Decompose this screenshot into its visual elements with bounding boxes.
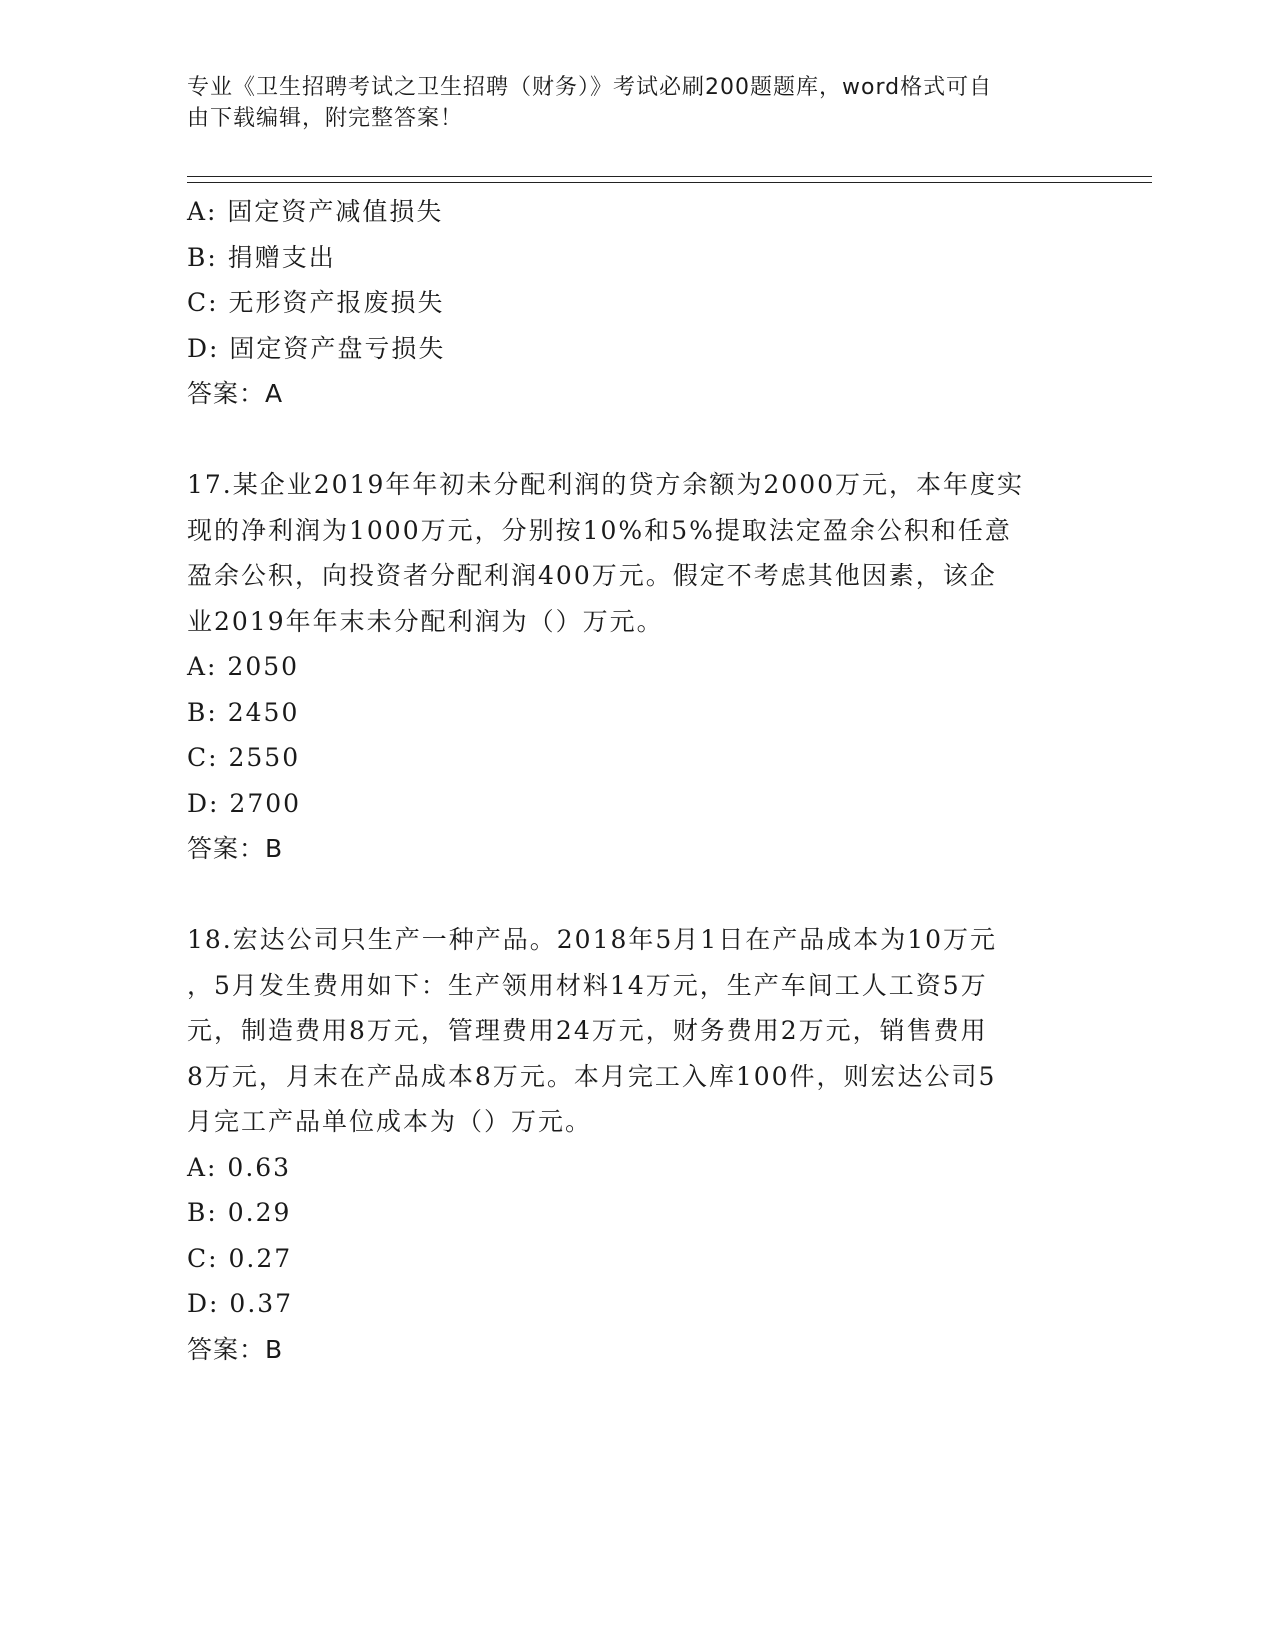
answer-line: 答案：B <box>187 1334 284 1364</box>
question-text-line: 17.某企业2019年年初未分配利润的贷方余额为2000万元，本年度实 <box>187 470 1025 499</box>
option-d: D: 0.37 <box>187 1289 294 1318</box>
document-body <box>187 189 1087 1372</box>
question-text-line: 18.宏达公司只生产一种产品。2018年5月1日在产品成本为10万元 <box>187 925 998 954</box>
header-line-2: 由下载编辑，附完整答案！ <box>187 106 464 131</box>
question-spacer <box>187 872 1087 918</box>
option-a: A: 固定资产减值损失 <box>187 197 444 226</box>
option-d: D: 2700 <box>187 788 302 818</box>
question-17 <box>187 462 1087 872</box>
question-spacer <box>187 417 1087 463</box>
question-text-line: 现的净利润为1000万元，分别按10%和5%提取法定盈余公积和任意 <box>187 515 1012 545</box>
question-text-line: 月完工产品单位成本为（）万元。 <box>187 1107 593 1136</box>
option-c: C: 0.27 <box>187 1243 293 1273</box>
question-text-line: ，5月发生费用如下：生产领用材料14万元，生产车间工人工资5万 <box>187 970 988 1000</box>
option-a: A: 0.63 <box>187 1152 292 1182</box>
question-18 <box>187 917 1087 1372</box>
option-c: C: 无形资产报废损失 <box>187 288 445 317</box>
header-line-1: 专业《卫生招聘考试之卫生招聘（财务）》考试必刷200题题库，word格式可自 <box>187 75 993 100</box>
question-16 <box>187 189 1087 417</box>
option-c: C: 2550 <box>187 743 301 772</box>
option-d: D: 固定资产盘亏损失 <box>187 333 446 363</box>
question-text-line: 盈余公积，向投资者分配利润400万元。假定不考虑其他因素，该企 <box>187 561 997 590</box>
header-divider-top <box>187 176 1152 177</box>
answer-line: 答案：A <box>187 379 284 408</box>
option-b: B: 0.29 <box>187 1198 292 1227</box>
question-text-line: 业2019年年末未分配利润为（）万元。 <box>187 606 664 636</box>
question-text-line: 8万元，月末在产品成本8万元。本月完工入库100件，则宏达公司5 <box>187 1061 997 1091</box>
header-divider-bottom <box>187 182 1152 183</box>
document-header <box>187 72 1067 134</box>
option-b: B: 2450 <box>187 697 300 727</box>
option-a: A: 2050 <box>187 652 300 681</box>
question-text-line: 元，制造费用8万元，管理费用24万元，财务费用2万元，销售费用 <box>187 1016 988 1045</box>
answer-line: 答案：B <box>187 834 284 863</box>
option-b: B: 捐赠支出 <box>187 242 336 272</box>
